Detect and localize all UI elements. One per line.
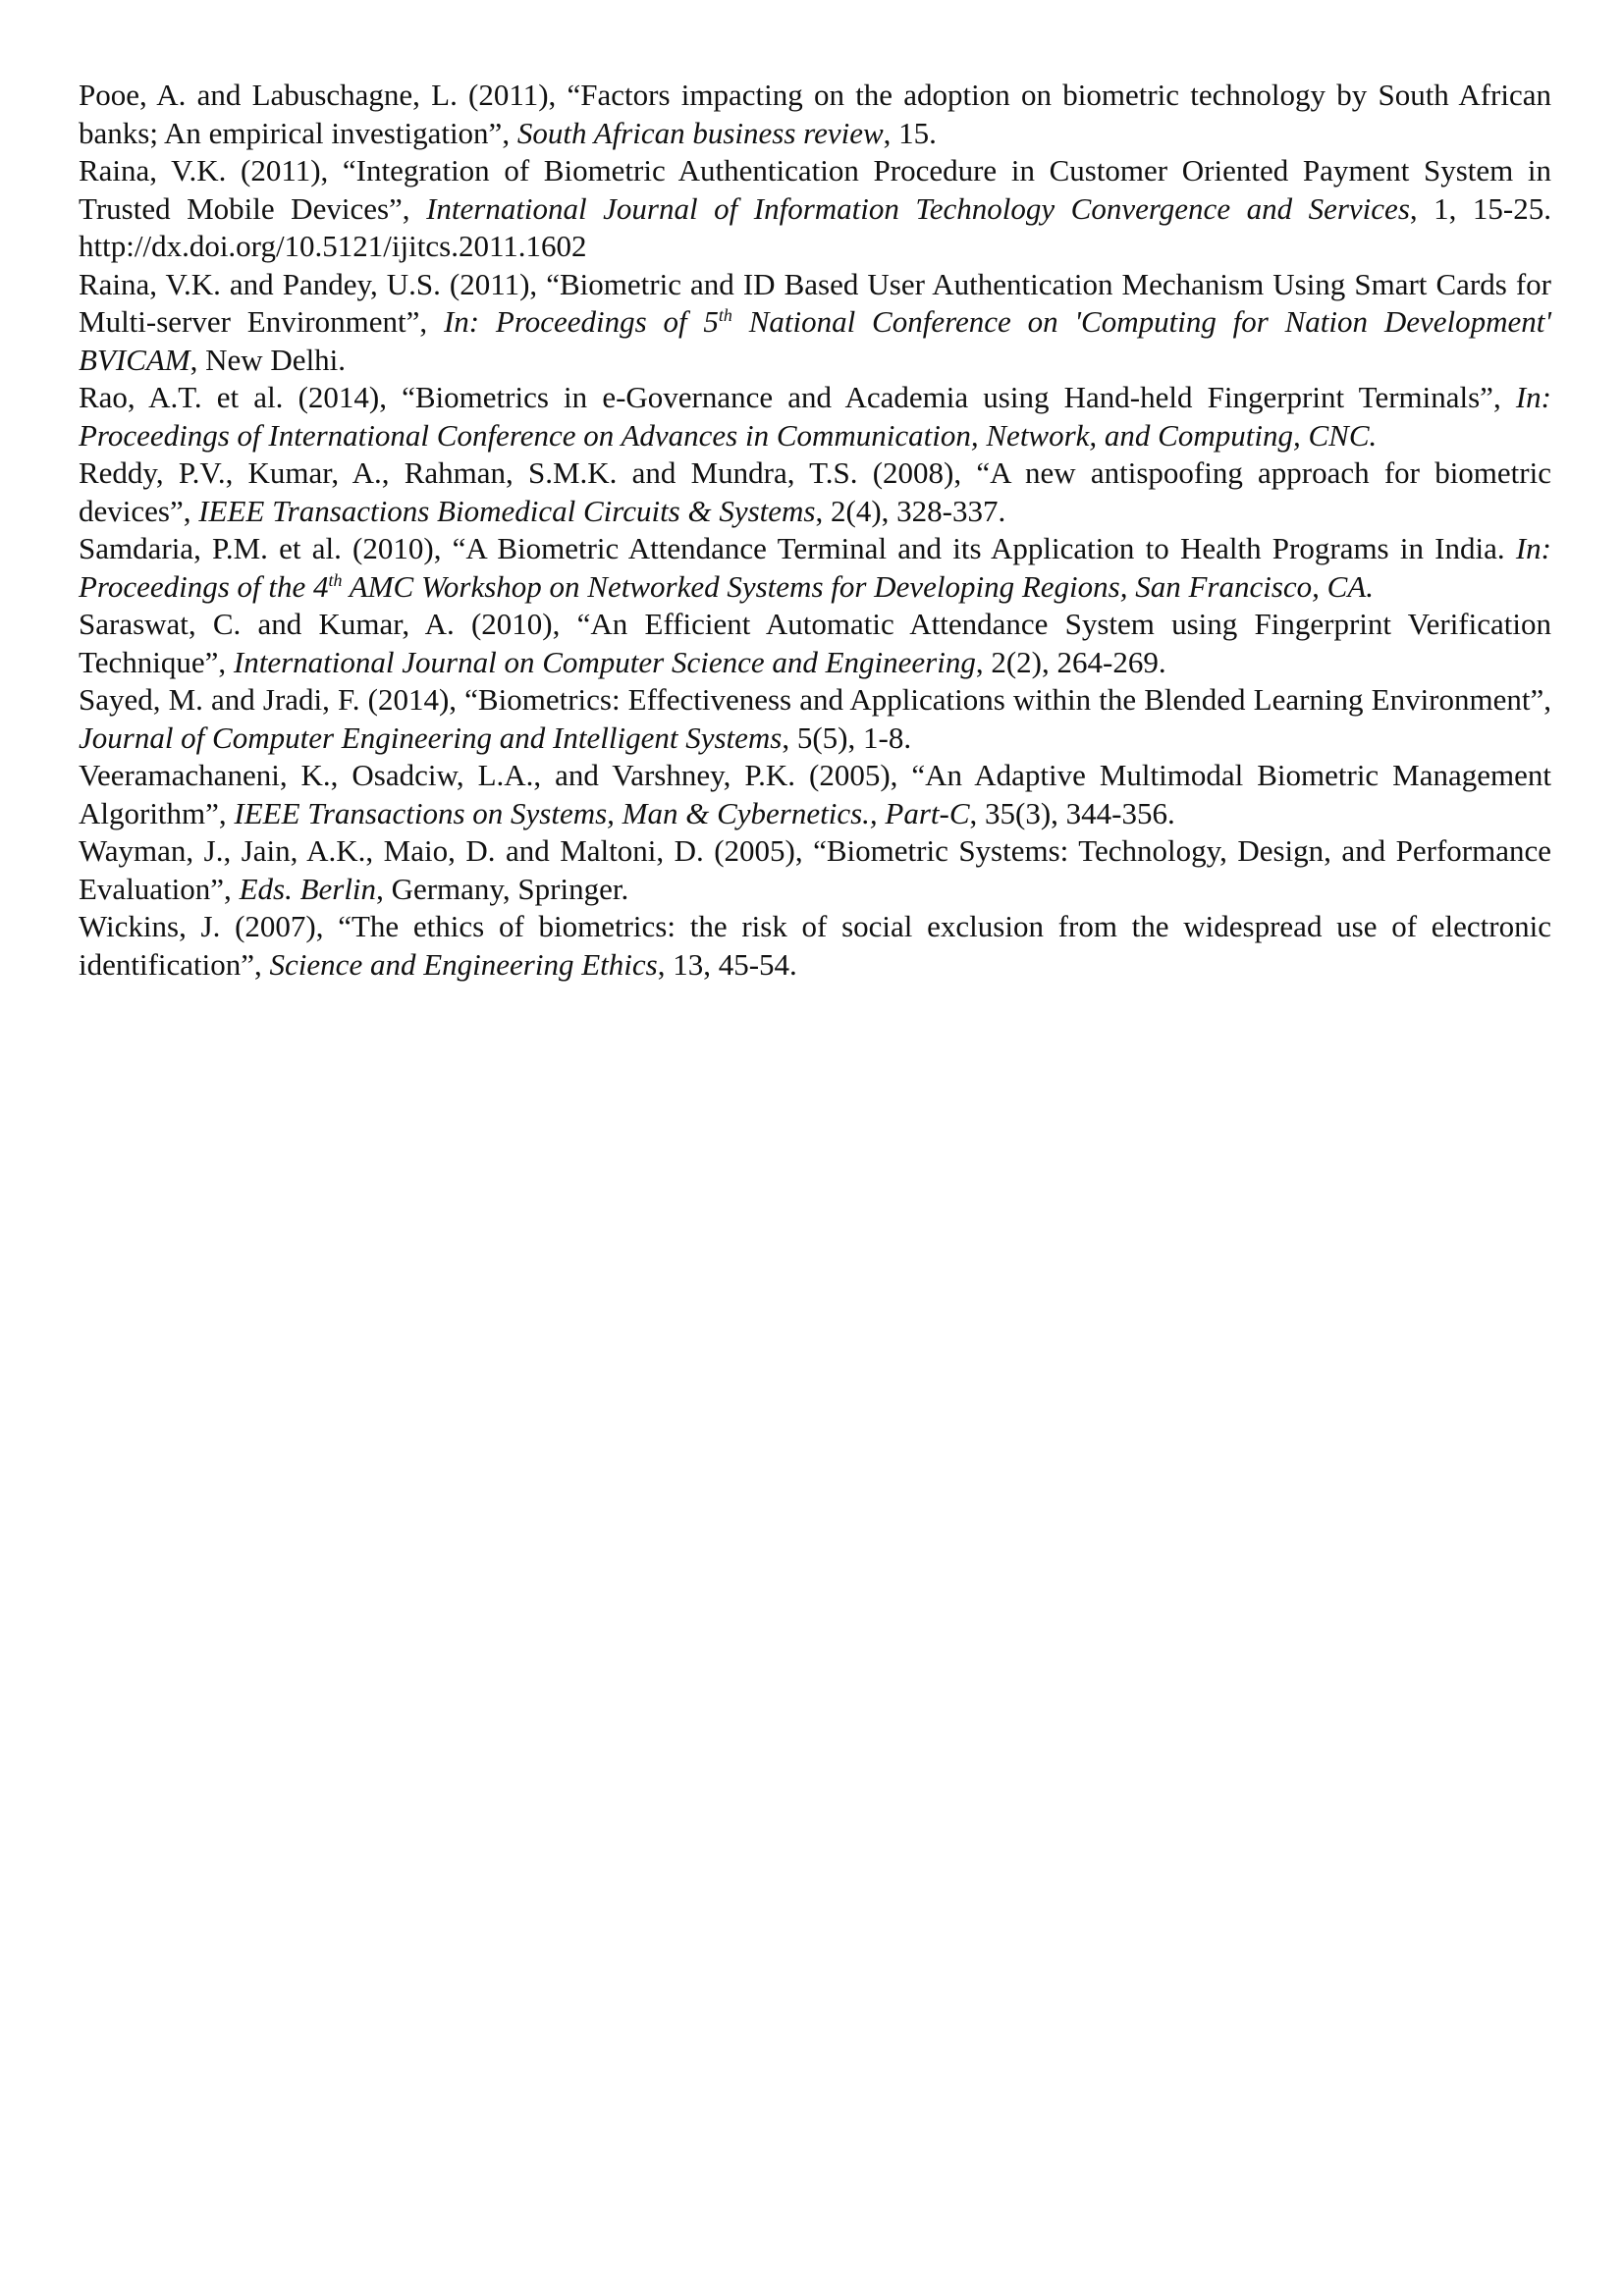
reference-entry	[79, 530, 1551, 606]
reference-entry	[79, 266, 1551, 380]
reference-text: Samdaria, P.M. et al. (2010), “A Biometric Attendance Terminal and its Application to Health Programs in India.	[79, 531, 1516, 565]
reference-entry	[79, 152, 1551, 266]
reference-text: , 35(3), 344-356.	[969, 795, 1175, 830]
reference-italic-text: National Conference on 'Computing for Nation Development' BVICAM	[79, 304, 1551, 377]
reference-italic-text: South African business review	[516, 115, 884, 150]
reference-superscript-wrapper	[719, 305, 732, 325]
reference-italic-text: International Journal on Computer Science and Engineering	[233, 644, 976, 679]
reference-text: Raina, V.K. (2011), “Integration of Biometric Authentication Procedure in Customer Oriented Payment System in Trusted Mobile Devices”,	[79, 153, 1551, 226]
reference-italic-text: Journal of Computer Engineering and Intelligent Systems	[79, 720, 783, 755]
reference-superscript: th	[328, 569, 343, 590]
reference-italic-text: Eds. Berlin	[239, 871, 377, 906]
reference-entry	[79, 77, 1551, 152]
reference-text: Saraswat, C. and Kumar, A. (2010), “An Efficient Automatic Attendance System using Fingerprint Verification Technique”,	[79, 607, 1551, 679]
reference-text: Reddy, P.V., Kumar, A., Rahman, S.M.K. and Mundra, T.S. (2008), “A new antispoofing approach for biometric devices”,	[79, 455, 1551, 528]
reference-superscript: th	[718, 305, 732, 325]
reference-italic-text: IEEE Transactions Biomedical Circuits & Systems	[198, 493, 816, 528]
reference-text: , 2(2), 264-269.	[975, 644, 1166, 679]
reference-italic-text: IEEE Transactions on Systems, Man & Cybernetics., Part-C	[234, 795, 970, 830]
reference-text: , 15.	[883, 115, 937, 150]
reference-list	[79, 77, 1551, 984]
reference-italic-text: In: Proceedings of 5	[443, 304, 719, 339]
reference-text: , 13, 45-54.	[657, 946, 797, 982]
reference-text: Wickins, J. (2007), “The ethics of biometrics: the risk of social exclusion from the widespread use of electronic identification”,	[79, 909, 1551, 982]
reference-text: , Germany, Springer.	[376, 871, 629, 906]
reference-text: , New Delhi.	[189, 342, 347, 377]
reference-text: Rao, A.T. et al. (2014), “Biometrics in e-Governance and Academia using Hand-held Fingerprint Terminals”,	[79, 380, 1516, 414]
reference-italic-text: AMC Workshop on Networked Systems for Developing Regions, San Francisco, CA.	[342, 568, 1375, 604]
reference-entry	[79, 454, 1551, 530]
reference-superscript-wrapper	[329, 570, 343, 590]
reference-text: Veeramachaneni, K., Osadciw, L.A., and Varshney, P.K. (2005), “An Adaptive Multimodal Biometric Management Algorithm”,	[79, 758, 1551, 830]
reference-entry	[79, 757, 1551, 832]
reference-entry	[79, 832, 1551, 908]
reference-entry	[79, 379, 1551, 454]
reference-text: Pooe, A. and Labuschagne, L. (2011), “Factors impacting on the adoption on biometric technology by South African banks; An empirical investigation”,	[79, 78, 1551, 150]
reference-text: , 1, 15-25. http://dx.doi.org/10.5121/ijitcs.2011.1602	[79, 190, 1551, 263]
reference-italic-text: In: Proceedings of International Conference on Advances in Communication, Network, and Computing, CNC.	[79, 380, 1551, 453]
reference-text: Raina, V.K. and Pandey, U.S. (2011), “Biometric and ID Based User Authentication Mechanism Using Smart Cards for Multi-server Environment”,	[79, 266, 1551, 339]
reference-text: , 5(5), 1-8.	[782, 720, 912, 755]
reference-text: Sayed, M. and Jradi, F. (2014), “Biometrics: Effectiveness and Applications within the Blended Learning Environment”,	[79, 682, 1551, 717]
reference-italic-text: International Journal of Information Technology Convergence and Services	[426, 190, 1410, 226]
reference-text: Wayman, J., Jain, A.K., Maio, D. and Maltoni, D. (2005), “Biometric Systems: Technology, Design, and Performance Evaluation”,	[79, 833, 1551, 906]
reference-italic-text: Science and Engineering Ethics	[269, 946, 658, 982]
reference-text: , 2(4), 328-337.	[815, 493, 1006, 528]
reference-entry	[79, 606, 1551, 681]
reference-italic-text: In: Proceedings of the 4	[79, 531, 1551, 604]
reference-entry	[79, 681, 1551, 757]
reference-entry	[79, 908, 1551, 984]
